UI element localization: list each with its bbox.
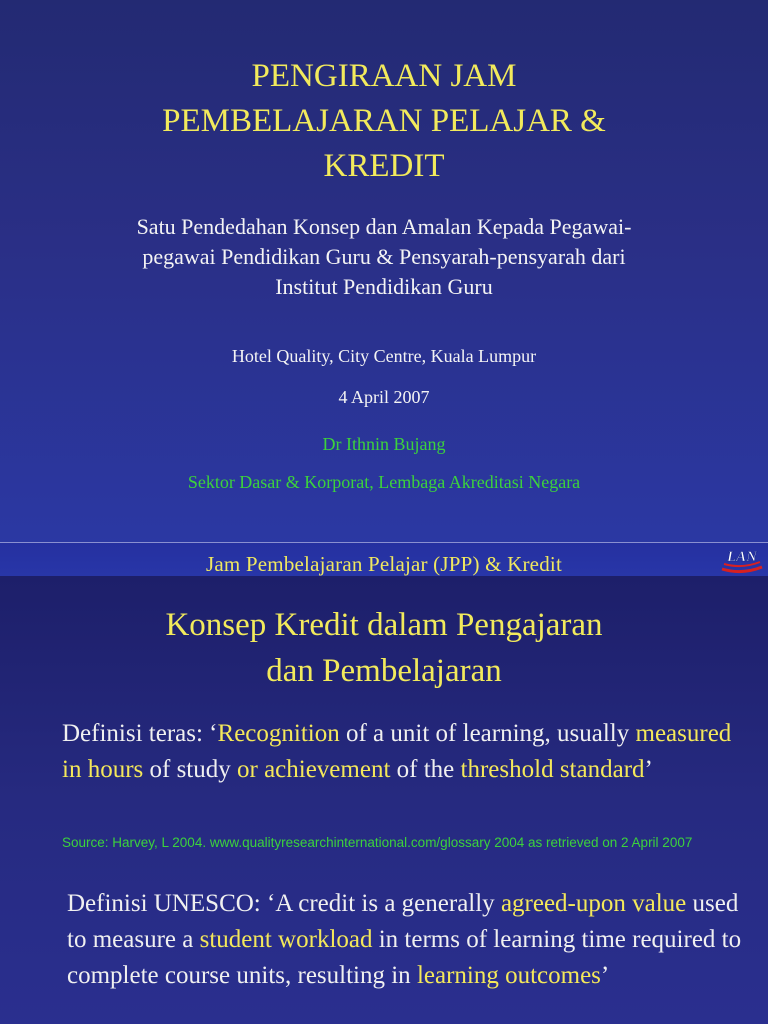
logo-text: LAN — [727, 549, 757, 565]
definition-text: Definisi teras: ‘ — [62, 720, 218, 747]
author-name: Dr Ithnin Bujang — [322, 434, 446, 454]
title-line-3: KREDIT — [323, 148, 445, 184]
definition-text: in terms of learning time required to complete course units, resulting in — [67, 926, 742, 989]
definition-text: of the — [390, 756, 461, 783]
subtitle-line-3: Institut Pendidikan Guru — [275, 274, 493, 299]
definition-text: of study — [143, 756, 237, 783]
venue-text: Hotel Quality, City Centre, Kuala Lumpur — [231, 346, 537, 366]
definition-text: of a unit of learning, usually — [339, 720, 636, 747]
slide-title — [0, 54, 768, 189]
subtitle-line-2: pegawai Pendidikan Guru & Pensyarah-pensyarah dari — [142, 244, 626, 269]
highlight-text: learning outcomes — [416, 962, 601, 989]
subtitle-line-1: Satu Pendedahan Konsep dan Amalan Kepada Pegawai- — [136, 214, 632, 239]
highlight-text: agreed-upon value — [500, 890, 687, 917]
unesco-definition — [67, 886, 757, 994]
slide-header-text: Jam Pembelajaran Pelajar (JPP) & Kredit — [206, 552, 562, 576]
title-line-2: PEMBELAJARAN PELAJAR & — [162, 103, 606, 139]
definition-text: ’ — [644, 756, 653, 783]
highlight-text: or achievement — [237, 756, 391, 783]
definition-text: used to measure a — [67, 890, 739, 953]
date-text: 4 April 2007 — [338, 387, 430, 407]
highlight-text: Recognition — [217, 720, 340, 747]
slide-subtitle — [0, 212, 768, 302]
definition-text: Definisi UNESCO: ‘A credit is a generally — [67, 890, 501, 917]
slide-title — [0, 602, 768, 694]
highlight-text: threshold standard — [460, 756, 645, 783]
source-citation: Source: Harvey, L 2004. www.qualityresearchinternational.com/glossary 2004 as retrieved on 2 April 2007 — [62, 835, 693, 850]
title-line-1: Konsep Kredit dalam Pengajaran — [165, 607, 603, 643]
definition-text: ’ — [600, 962, 610, 989]
content-slide — [0, 576, 768, 1024]
organization-name: Sektor Dasar & Korporat, Lembaga Akreditasi Negara — [187, 472, 581, 492]
title-line-1: PENGIRAAN JAM — [251, 58, 517, 94]
slide-header-bar — [0, 542, 768, 576]
title-line-2: dan Pembelajaran — [266, 653, 502, 689]
lan-logo-icon — [720, 545, 764, 575]
highlight-text: student workload — [199, 926, 373, 953]
highlight-text: measured in hours — [62, 720, 732, 783]
core-definition — [62, 716, 752, 788]
